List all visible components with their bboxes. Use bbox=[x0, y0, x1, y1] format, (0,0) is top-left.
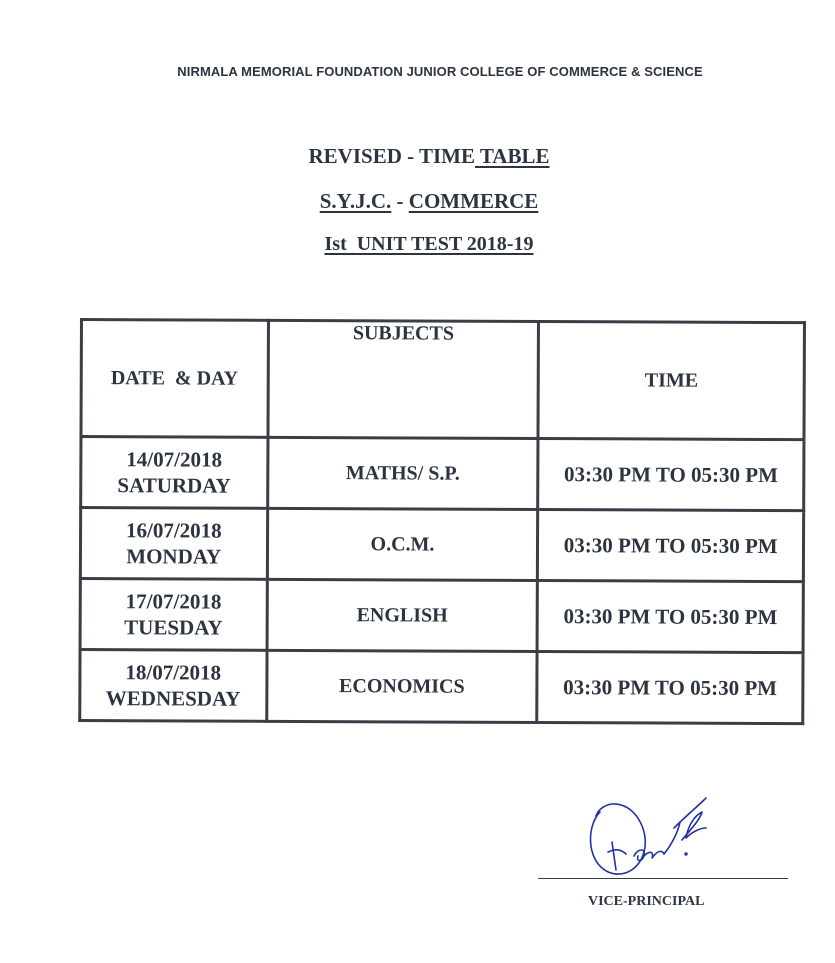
subject-cell: MATHS/ S.P. bbox=[267, 437, 538, 509]
exam-date: 14/07/2018 bbox=[126, 447, 223, 472]
column-header-subjects: SUBJECTS bbox=[268, 320, 539, 438]
time-cell: 03:30 PM TO 05:30 PM bbox=[538, 439, 804, 511]
exam-date: 16/07/2018 bbox=[125, 518, 222, 543]
exam-day: WEDNESDAY bbox=[105, 686, 241, 711]
time-cell: 03:30 PM TO 05:30 PM bbox=[537, 580, 803, 652]
timetable bbox=[78, 318, 806, 725]
date-day-cell bbox=[80, 508, 267, 580]
exam-name: Ist UNIT TEST 2018-19 bbox=[324, 233, 534, 255]
date-day-cell bbox=[80, 650, 267, 722]
time-cell: 03:30 PM TO 05:30 PM bbox=[538, 510, 804, 582]
date-day-cell bbox=[81, 437, 268, 509]
date-day-cell bbox=[80, 579, 267, 651]
table-header-row bbox=[81, 320, 805, 440]
exam-heading bbox=[0, 233, 835, 256]
exam-day: SATURDAY bbox=[117, 473, 231, 498]
table-row bbox=[81, 437, 804, 511]
class-code: S.Y.J.C. bbox=[319, 189, 392, 213]
class-stream: COMMERCE bbox=[408, 189, 539, 213]
signatory-title: VICE-PRINCIPAL bbox=[588, 894, 705, 909]
subject-cell: ECONOMICS bbox=[266, 650, 537, 722]
exam-day: MONDAY bbox=[126, 544, 222, 569]
timetable-title bbox=[0, 144, 835, 169]
exam-date: 17/07/2018 bbox=[125, 589, 222, 614]
title-part-table: TABLE bbox=[474, 144, 550, 168]
signature-line bbox=[538, 878, 788, 879]
time-cell: 03:30 PM TO 05:30 PM bbox=[537, 651, 803, 723]
class-separator: - bbox=[391, 189, 409, 213]
college-name: NIRMALA MEMORIAL FOUNDATION JUNIOR COLLEGE OF COMMERCE & SCIENCE bbox=[177, 64, 703, 79]
signature-image bbox=[582, 792, 732, 882]
subject-cell: ENGLISH bbox=[267, 579, 538, 651]
column-header-time: TIME bbox=[538, 322, 804, 440]
table-row bbox=[80, 650, 803, 724]
table-row bbox=[80, 579, 803, 653]
exam-day: TUESDAY bbox=[124, 615, 223, 640]
exam-date: 18/07/2018 bbox=[125, 660, 222, 685]
subject-cell: O.C.M. bbox=[267, 508, 538, 580]
column-header-date: DATE & DAY bbox=[81, 320, 268, 438]
title-part-revised: REVISED - TIME bbox=[308, 144, 475, 168]
class-heading bbox=[0, 189, 835, 214]
table-row bbox=[80, 508, 803, 582]
